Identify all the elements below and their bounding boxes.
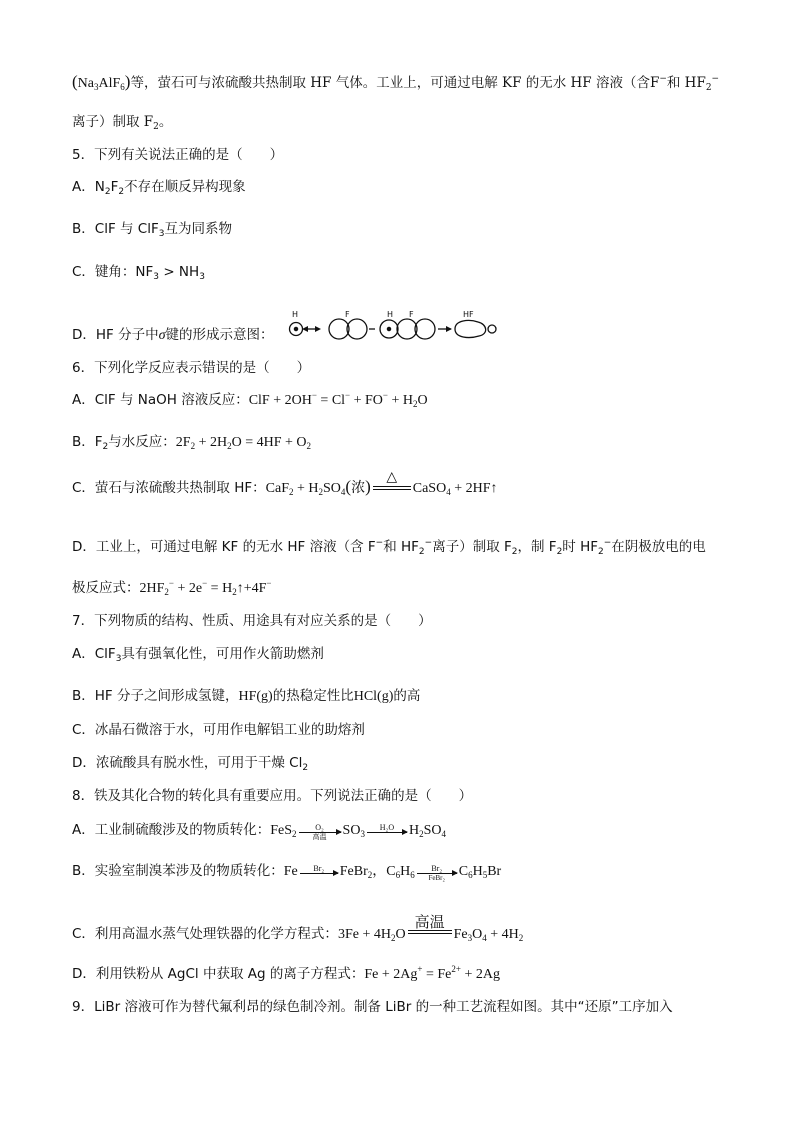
q6-option-c: C．萤石与浓硫酸共热制取 HF：$CaF_2 + H_2SO_4$(浓) △ CaSO$_4$ + 2HF↑ <box>72 470 498 497</box>
q8-a-equation: FeS$_2$ O₂ 高温 $SO_3$ H₂O $H_2SO_4$ <box>270 823 446 841</box>
q8-b-equation: Fe Br₂ FeBr$_2$，$C_6H_6$ Br₂ FeBr₂ $C_6H_5Br$ <box>283 864 502 882</box>
label-h1: H <box>292 310 299 319</box>
q6-option-d-line1: D．工业上，可通过电解 KF 的无水 HF 溶液（含 F−和 $HF_2^-$离子）制取 $F_2$，制 $F_2$时 $HF_2^-$在阴极放电的电 <box>72 538 706 557</box>
reaction-arrow: O₂ 高温 <box>299 823 341 841</box>
q8-option-d: D．利用铁粉从 AgCl 中获取 Ag 的离子方程式：$Fe + 2Ag^+ = Fe^{2+} + 2Ag$ <box>72 964 500 982</box>
q6-option-d-line2: 极反应式：$2HF_2^- + 2e^-$ = $H_2↑+4F^-$ <box>72 578 272 597</box>
reaction-arrow: Br₂ <box>300 864 338 874</box>
label-h2: H <box>387 310 394 319</box>
q8-option-c: C．利用高温水蒸气处理铁器的化学方程式：$3Fe + 4H_2O$ 高温 $Fe_3O_4 + 4H_2$ <box>72 913 524 943</box>
label-hf: HF <box>463 310 474 319</box>
q5-stem: 5．下列有关说法正确的是（ ） <box>72 147 284 163</box>
q6-b-equation: $2F_2 + 2H_2O = 4HF + O_2$ <box>175 435 311 451</box>
sigma-bond-diagram <box>283 307 499 347</box>
cryolite-formula: $(Na_3AlF_6)$ <box>72 72 131 92</box>
q5-option-b: B．ClF 与 ClF$_3$互为同系物 <box>72 221 232 239</box>
q8-option-a: A．工业制硫酸涉及的物质转化：FeS$_2$ O₂ 高温 $SO_3$ H₂O $H_2SO_4$ <box>72 822 446 841</box>
q6-option-a: A．ClF 与 NaOH 溶液反应：ClF + $2OH^- = Cl^- + FO^- + H_2O$ <box>72 390 428 409</box>
q7-option-a: A．ClF$_3$具有强氧化性，可用作火箭助燃剂 <box>72 646 324 664</box>
q9-stem: 9．LiBr 溶液可作为替代氟利昂的绿色制冷剂。制备 LiBr 的一种工艺流程如图。其中“还原”工序加入 <box>72 999 673 1015</box>
q8-d-equation: $Fe + 2Ag^+ = Fe^{2+} + 2Ag$ <box>364 964 500 982</box>
q5-option-a: A．$N_2F_2$不存在顺反异构现象 <box>72 179 246 197</box>
reaction-arrow: H₂O <box>367 823 407 833</box>
heat-condition: △ <box>373 470 411 496</box>
q8-c-equation: $3Fe + 4H_2O$ 高温 $Fe_3O_4 + 4H_2$ <box>337 913 524 943</box>
q7-option-d: D．浓硫酸具有脱水性，可用于干燥 $Cl_2$ <box>72 755 309 773</box>
intro-line-1: $(Na_3AlF_6)$等，萤石可与浓硫酸共热制取 HF 气体。工业上，可通过电解 KF 的无水 HF 溶液（含F−和 $HF_2^-$ <box>72 72 720 93</box>
reaction-arrow: Br₂ FeBr₂ <box>417 864 457 882</box>
q7-option-b: B．HF 分子之间形成氢键，HF(g)的热稳定性比HCl(g)的高 <box>72 688 421 704</box>
label-f1: F <box>345 310 350 319</box>
q8-option-b: B．实验室制溴苯涉及的物质转化：Fe Br₂ FeBr$_2$，$C_6H_6$ Br₂ FeBr₂ $C_6H_5Br$ <box>72 863 502 882</box>
q6-d-equation: $2HF_2^- + 2e^-$ = $H_2↑+4F^-$ <box>139 578 272 597</box>
q5-option-c: C．键角：$NF_3 > NH_3$ <box>72 264 205 282</box>
high-temp-condition: 高温 <box>408 914 452 940</box>
q7-stem: 7．下列物质的结构、性质、用途具有对应关系的是（ ） <box>72 613 432 629</box>
label-f2: F <box>409 310 414 319</box>
q8-stem: 8．铁及其化合物的转化具有重要应用。下列说法正确的是（ ） <box>72 788 473 804</box>
intro-line-2: 离子）制取 $F_2$。 <box>72 114 173 132</box>
q6-option-b: B．$F_2$与水反应：$2F_2 + 2H_2O = 4HF + O_2$ <box>72 434 311 452</box>
q6-c-equation: $CaF_2 + H_2SO_4$(浓) △ CaSO$_4$ + 2HF↑ <box>265 470 498 497</box>
q6-stem: 6．下列化学反应表示错误的是（ ） <box>72 360 311 376</box>
q7-option-c: C．冰晶石微溶于水，可用作电解铝工业的助熔剂 <box>72 722 365 738</box>
q6-a-equation: ClF + $2OH^- = Cl^- + FO^- + H_2O$ <box>248 390 428 409</box>
q5-option-d: D．HF 分子中σ键的形成示意图： <box>72 327 274 343</box>
